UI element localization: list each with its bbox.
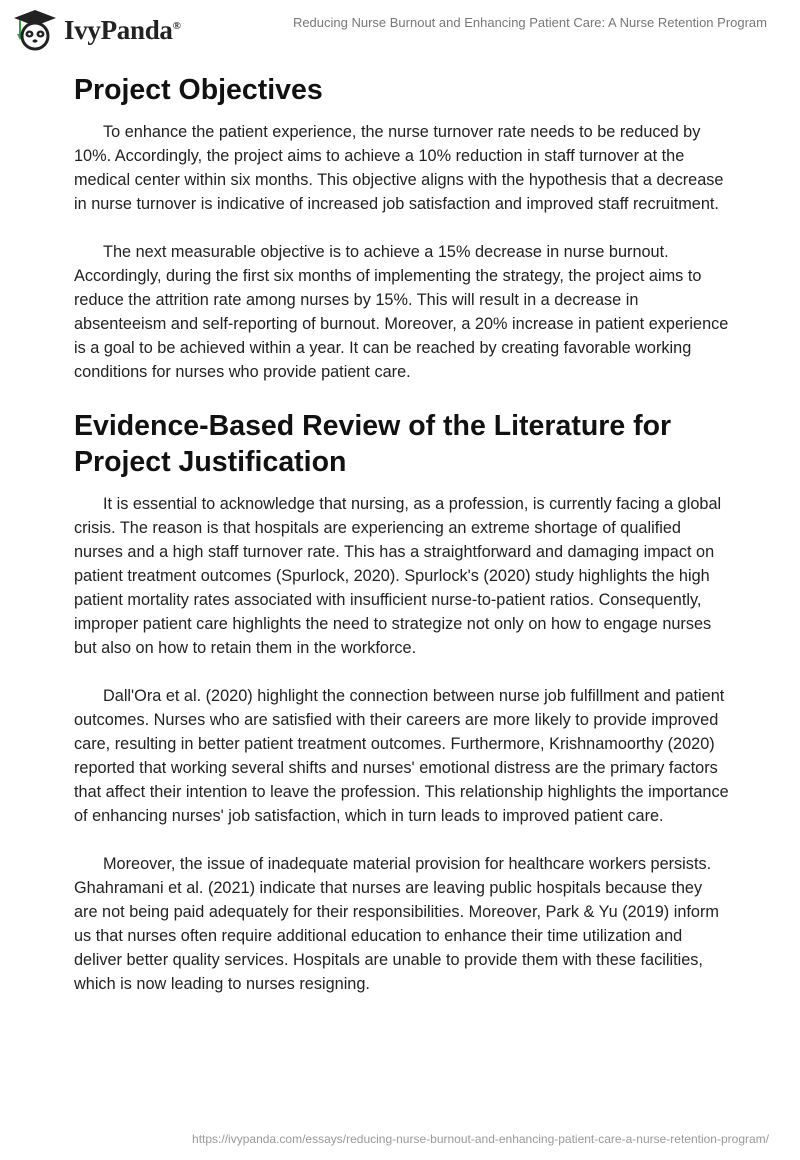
document-title: Reducing Nurse Burnout and Enhancing Patient Care: A Nurse Retention Program xyxy=(292,15,767,30)
brand-name xyxy=(64,15,181,46)
ivypanda-logo[interactable] xyxy=(12,8,181,52)
paragraph: It is essential to acknowledge that nursing, as a profession, is currently facing a global crisis. The reason is that hospitals are experiencing an extreme shortage of qualified nurses and a high staff turnover rate. This has a straightforward and damaging impact on patient treatment outcomes (Spurlock, 2020). Spurlock's (2020) study highlights the high patient mortality rates associated with insufficient nurse-to-patient ratios. Consequently, improper patient care highlights the need to strategize not only on how to engage nurses but also on how to retain them in the workforce. xyxy=(74,495,722,657)
section-heading: Evidence-Based Review of the Literature for Project Justification xyxy=(74,410,672,478)
paragraph: Moreover, the issue of inadequate material provision for healthcare workers persists. Ghahramani et al. (2021) indicate that nurses are leaving public hospitals because they are not being paid adequately for their responsibilities. Moreover, Park & Yu (2019) inform us that nurses often require additional education to enhance their time utilization and deliver better quality services. Hospitals are unable to provide them with these facilities, which is now leading to nurses resigning. xyxy=(74,855,719,993)
paragraph: To enhance the patient experience, the nurse turnover rate needs to be reduced by 10%. Accordingly, the project aims to achieve a 10% reduction in staff turnover at the medical center within six months. This objective aligns with the hypothesis that a decrease in nurse turnover is indicative of increased job satisfaction and improved staff recruitment. xyxy=(74,123,724,213)
source-url-link[interactable]: https://ivypanda.com/essays/reducing-nurse-burnout-and-enhancing-patient-care-a-nurse-retention-program/ xyxy=(192,1132,769,1146)
panda-graduate-icon xyxy=(12,8,58,52)
registered-mark: ® xyxy=(172,19,181,32)
section-heading: Project Objectives xyxy=(74,74,323,106)
paragraph: The next measurable objective is to achieve a 15% decrease in nurse burnout. Accordingly, during the first six months of implementing the strategy, the project aims to reduce the attrition rate among nurses by 15%. This will result in a decrease in absenteeism and self-reporting of burnout. Moreover, a 20% increase in patient experience is a goal to be achieved within a year. It can be reached by creating favorable working conditions for nurses who provide patient care. xyxy=(74,243,729,381)
paragraph: Dall'Ora et al. (2020) highlight the connection between nurse job fulfillment and patient outcomes. Nurses who are satisfied with their careers are more likely to provide improved care, resulting in better patient treatment outcomes. Furthermore, Krishnamoorthy (2020) reported that working several shifts and nurses' emotional distress are the primary factors that affect their intention to leave the profession. This relationship highlights the importance of enhancing nurses' job satisfaction, which in turn leads to improved patient care. xyxy=(74,687,729,825)
article-body xyxy=(74,72,730,1020)
brand-text: IvyPanda xyxy=(64,14,173,45)
